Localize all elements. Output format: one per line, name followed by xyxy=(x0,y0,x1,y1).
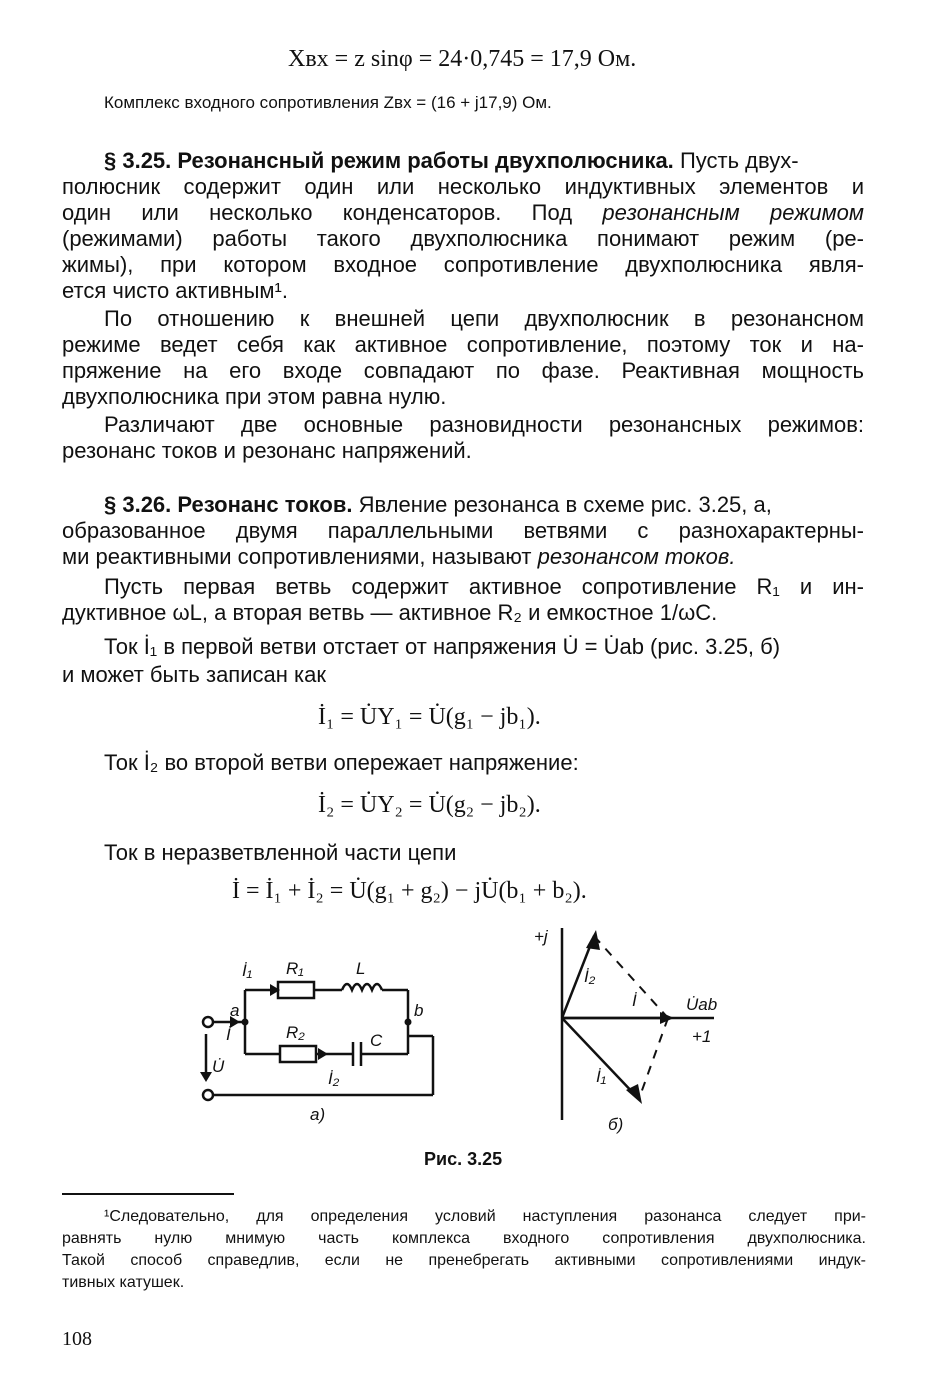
resistor-r1 xyxy=(278,982,314,998)
xvx-formula: Xвх = z sinφ = 24·0,745 = 17,9 Ом. xyxy=(288,46,637,72)
dashed-i2-shift xyxy=(640,1018,668,1096)
section-3-25-line-1 xyxy=(104,148,799,174)
footnote-l1: ¹Следовательно, для определения условий наступления разонанса следует при- xyxy=(104,1208,866,1225)
s326-p1-l3a: ми реактивными сопротивлениями, называют xyxy=(62,544,532,569)
s325-p2-l2: режиме ведет себя как активное сопротивление, поэтому ток и на- xyxy=(62,332,864,357)
label-i2: İ₂ xyxy=(328,1069,340,1088)
term-current-resonance: резонансом токов. xyxy=(537,544,736,569)
resistor-r2 xyxy=(280,1046,316,1062)
label-u: U̇ xyxy=(212,1057,225,1076)
footnote-l3: Такой способ справедлив, если не пренебрегать активными сопротивлениями индук- xyxy=(62,1252,866,1269)
section-3-26-heading: § 3.26. Резонанс токов. xyxy=(104,492,353,517)
arrow-u xyxy=(200,1072,212,1082)
circuit-diagram xyxy=(190,950,460,1135)
s325-p1-l5: жимы), при котором входное сопротивление двухполюсника явля- xyxy=(62,252,864,277)
footnote-l4: тивных катушек. xyxy=(62,1274,185,1291)
s326-p5: Ток в неразветвленной части цепи xyxy=(104,840,457,865)
s325-p1-l4: (режимами) работы такого двухполюсника понимают режим (ре- xyxy=(62,226,864,251)
label-c: C xyxy=(370,1031,383,1050)
figure-caption: Рис. 3.25 xyxy=(424,1149,503,1169)
sublabel-a: a) xyxy=(310,1105,326,1124)
vector-label-i: İ xyxy=(632,991,637,1010)
s325-p2-l1: По отношению к внешней цепи двухполюсник в резонансном xyxy=(104,306,864,331)
label-b: b xyxy=(414,1001,424,1020)
s325-p3-l1: Различают две основные разновидности резонансных режимов: xyxy=(104,412,864,437)
vector-label-uab: U̇ab xyxy=(686,995,718,1014)
vector-diagram xyxy=(528,920,728,1135)
s325-p2-l3: пряжение на его входе совпадают по фазе. Реактивная мощность xyxy=(62,358,864,383)
equation-i1: İ₁ = U̇Y₁ = U̇(g₁ − jb₁). xyxy=(318,704,541,730)
s325-p1-l2: полюсник содержит один или несколько индуктивных элементов и xyxy=(62,174,864,199)
s326-p3-l1: Ток İ₁ в первой ветви отстает от напряжения U̇ = U̇ab (рис. 3.25, б) xyxy=(104,634,781,659)
s326-p1-l2: образованное двумя параллельными ветвями с разнохарактерны- xyxy=(62,518,864,543)
label-plus-1: +1 xyxy=(692,1027,712,1046)
equation-i-total: İ = İ₁ + İ₂ = U̇(g₁ + g₂) − jU̇(b₁ + b₂). xyxy=(232,878,587,904)
label-i1: İ₁ xyxy=(242,961,253,980)
term-resonant-mode: резонансным режимом xyxy=(602,200,864,225)
footnote-l2: равнять нулю мнимую часть комплекса входного сопротивления двухполюсника. xyxy=(62,1230,866,1247)
s326-p1-l3 xyxy=(62,544,735,570)
inductor-l xyxy=(342,984,382,990)
arrow-i2 xyxy=(318,1048,328,1060)
label-r1: R₁ xyxy=(286,959,304,978)
s326-p4: Ток İ₂ во второй ветви опережает напряжение: xyxy=(104,750,579,775)
footnote-rule xyxy=(62,1193,234,1195)
vector-label-i1: İ₁ xyxy=(596,1067,607,1086)
terminal-a-input xyxy=(203,1017,213,1027)
terminal-bottom-input xyxy=(203,1090,213,1100)
page-number: 108 xyxy=(62,1328,92,1350)
s325-p1-l1: Пусть двух- xyxy=(679,148,799,173)
label-i: İ xyxy=(226,1025,231,1044)
s326-p1-l1: Явление резонанса в схеме рис. 3.25, а, xyxy=(358,492,772,517)
label-plus-j: +j xyxy=(534,927,548,946)
equation-i2: İ₂ = U̇Y₂ = U̇(g₂ − jb₂). xyxy=(318,792,541,818)
vector-i1 xyxy=(562,1018,638,1098)
complex-impedance-line: Комплекс входного сопротивления Zвх = (16 + j17,9) Ом. xyxy=(104,93,552,112)
label-l: L xyxy=(356,959,366,978)
arrowhead-i2 xyxy=(586,930,600,950)
node-b xyxy=(405,1019,412,1026)
node-a xyxy=(242,1019,249,1026)
s325-p1-l3a: один или несколько конденсаторов. Под xyxy=(62,200,573,225)
s325-p1-l6: ется чисто активным¹. xyxy=(62,278,288,303)
s325-p2-l4: двухполюсника при этом равна нулю. xyxy=(62,384,447,409)
vector-label-i2: İ₂ xyxy=(584,967,596,986)
section-3-25-heading: § 3.25. Резонансный режим работы двухполюсника. xyxy=(104,148,674,173)
s326-p3-l2: и может быть записан как xyxy=(62,662,326,687)
label-r2: R₂ xyxy=(286,1023,305,1042)
s326-p2-l2: дуктивное ωL, а вторая ветвь — активное R₂ и емкостное 1/ωC. xyxy=(62,600,718,625)
s325-p1-l3 xyxy=(62,200,864,226)
sublabel-b: б) xyxy=(608,1115,624,1134)
dashed-i1-shift xyxy=(594,936,668,1018)
s326-p2-l1: Пусть первая ветвь содержит активное сопротивление R₁ и ин- xyxy=(104,574,864,599)
s325-p3-l2: резонанс токов и резонанс напряжений. xyxy=(62,438,472,463)
section-3-26-line-1 xyxy=(104,492,772,518)
label-a: a xyxy=(230,1001,240,1020)
